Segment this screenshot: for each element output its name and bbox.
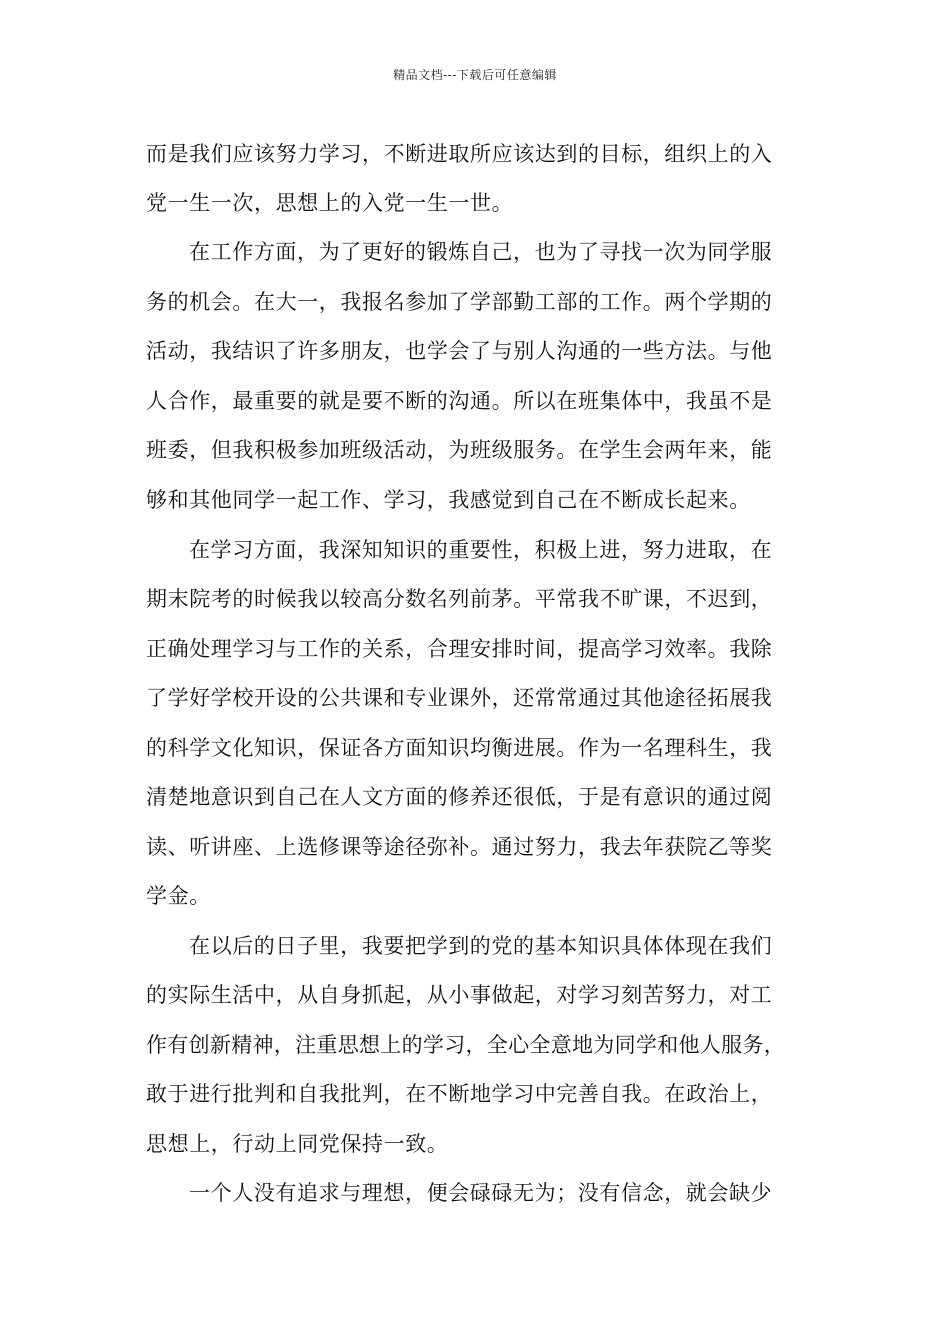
body-line: 活动，我结识了许多朋友，也学会了与别人沟通的一些方法。与他 (146, 339, 773, 363)
body-line: 党一生一次，思想上的入党一生一世。 (146, 191, 514, 215)
body-line: 正确处理学习与工作的关系，合理安排时间，提高学习效率。我除 (146, 637, 773, 661)
paragraph-first-line: 在学习方面，我深知知识的重要性，积极上进，努力进取，在 (189, 538, 773, 562)
body-line: 期末院考的时候我以较高分数名列前茅。平常我不旷课，不迟到， (146, 587, 773, 611)
paragraph-first-line: 在工作方面，为了更好的锻炼自己，也为了寻找一次为同学服 (189, 240, 773, 264)
body-line: 班委，但我积极参加班级活动，为班级服务。在学生会两年来，能 (146, 438, 773, 462)
body-line: 而是我们应该努力学习，不断进取所应该达到的目标，组织上的入 (146, 142, 773, 166)
paragraph-first-line: 一个人没有追求与理想，便会碌碌无为；没有信念，就会缺少 (189, 1181, 773, 1205)
body-line: 人合作，最重要的就是要不断的沟通。所以在班集体中，我虽不是 (146, 389, 773, 413)
body-line: 作有创新精神，注重思想上的学习，全心全意地为同学和他人服务， (146, 1033, 785, 1057)
body-line: 的实际生活中，从自身抓起，从小事做起，对学习刻苦努力，对工 (146, 983, 773, 1007)
body-line: 学金。 (146, 884, 211, 908)
body-line: 的科学文化知识，保证各方面知识均衡进展。作为一名理科生，我 (146, 736, 773, 760)
paragraph-first-line: 在以后的日子里，我要把学到的党的基本知识具体体现在我们 (189, 934, 773, 958)
body-line: 务的机会。在大一，我报名参加了学部勤工部的工作。两个学期的 (146, 290, 773, 314)
body-line: 了学好学校开设的公共课和专业课外，还常常通过其他途径拓展我 (146, 686, 773, 710)
body-line: 敢于进行批判和自我批判，在不断地学习中完善自我。在政治上， (146, 1082, 773, 1106)
body-line: 思想上，行动上同党保持一致。 (146, 1132, 449, 1156)
body-line: 读、听讲座、上选修课等途径弥补。通过努力，我去年获院乙等奖 (146, 835, 773, 859)
page-header: 精品文档---下载后可任意编辑 (393, 68, 557, 82)
body-line: 够和其他同学一起工作、学习，我感觉到自己在不断成长起来。 (146, 488, 751, 512)
body-line: 清楚地意识到自己在人文方面的修养还很低，于是有意识的通过阅 (146, 785, 773, 809)
